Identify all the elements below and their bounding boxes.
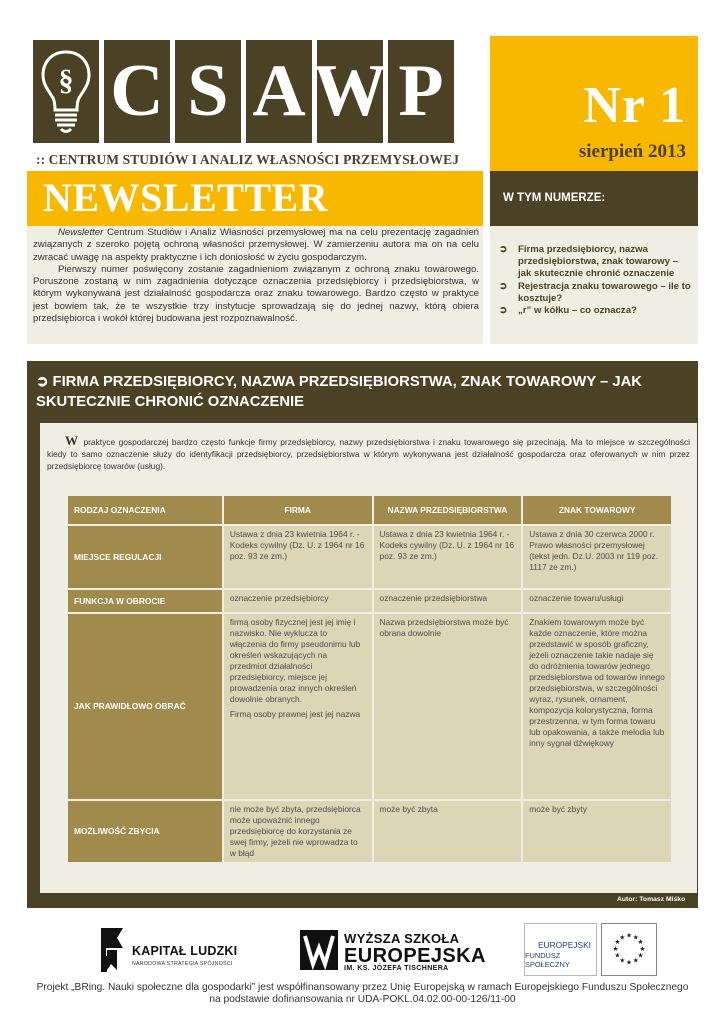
svg-text:★: ★ — [632, 956, 639, 965]
wse-name-line2: EUROPEJSKA — [344, 945, 486, 967]
article-title — [36, 372, 686, 412]
toc-item[interactable] — [499, 281, 691, 305]
comparison-table — [66, 494, 673, 864]
row-label: MOŻLIWOŚĆ ZBYCIA — [68, 801, 222, 862]
table-cell: może być zbyty — [523, 801, 671, 862]
arrow-icon: ➲ — [499, 305, 508, 317]
svg-text:★: ★ — [614, 951, 621, 960]
organization-subtitle: :: CENTRUM STUDIÓW I ANALIZ WŁASNOŚCI PRZEMYSŁOWEJ — [36, 152, 460, 167]
intro-paragraph: Pierwszy numer poświęcony zostanie zagadnieniom związanym z ochroną znaku towarowego. Poruszone zostaną w nim zagadnienia dotyczące oznaczenia przedsiębiorcy i przedsiębiorstwa, w którym wykonywana jest działalność gospodarcza oraz znaku towarowego. Bardzo często w praktyce jest bowiem tak, że te wszystkie trzy instytucje sprowadzają się do jednej nazwy, którą obiera przedsiębiorca i wokół której budowana jest rozpoznawalność. — [33, 263, 479, 325]
table-row — [68, 801, 671, 862]
issue-box — [490, 36, 698, 171]
table-cell: Nazwa przedsiębiorstwa może być obrana dowolnie — [374, 614, 522, 799]
footer-line: Projekt „BRing. Nauki społeczne dla gospodarki” jest współfinansowany przez Unię Europejską w ramach Europejskiego Funduszu Społecznego — [36, 982, 689, 993]
footer-line: na podstawie dofinansowania nr UDA-POKL.04.02.00-00-126/11-00 — [209, 994, 516, 1005]
table-header-cell: FIRMA — [224, 496, 372, 524]
table-header-row — [68, 496, 671, 524]
table-row — [68, 526, 671, 588]
toc-list — [499, 244, 691, 317]
table-cell: oznaczenie przedsiębiorstwa — [374, 590, 522, 612]
table-cell — [224, 614, 372, 799]
intro-text — [33, 227, 479, 325]
table-header-cell: NAZWA PRZEDSIĘBIORSTWA — [374, 496, 522, 524]
toc-heading: W TYM NUMERZE: — [503, 192, 606, 204]
efs-logo — [524, 923, 597, 976]
table-header-cell: ZNAK TOWAROWY — [523, 496, 671, 524]
svg-text:★: ★ — [639, 944, 646, 953]
wse-name-line1: WYŻSZA SZKOŁA — [344, 931, 460, 946]
arrow-icon: ➲ — [36, 374, 49, 390]
table-cell: Ustawa z dnia 23 kwietnia 1964 r. - Kodeks cywilny (Dz. U. z 1964 nr 16 poz. 93 ze zm.) — [224, 526, 372, 588]
logo-bulb-tile — [33, 40, 99, 143]
toc-item[interactable] — [499, 244, 691, 281]
table-cell: oznaczenie przedsiębiorcy — [224, 590, 372, 612]
wse-logo-mark-icon — [300, 930, 338, 970]
cell-paragraph: Firmą osoby prawnej jest jej nazwa — [229, 709, 361, 719]
drop-cap: W — [65, 433, 78, 448]
svg-text:★: ★ — [612, 944, 619, 953]
kapital-ludzki-logo-icon — [97, 926, 127, 974]
table-cell: może być zbyta — [374, 801, 522, 862]
table-header-cell: RODZAJ OZNACZENIA — [68, 496, 222, 524]
article-author: Autor: Tomasz Miśko — [617, 896, 686, 903]
row-label: MIEJSCE REGULACJI — [68, 526, 222, 588]
svg-text:★: ★ — [625, 958, 633, 967]
article-lead-text: praktyce gospodarczej bardzo często funkcje firmy przedsiębiorcy, nazwy przedsiębiorstwa i znaku towarowego się przecinają. Ma to miejsce w szczególności kiedy to samo oznaczenie służy do identyfikacji przedsiębiorcy, przedsiębiorstwa w którym wykonywana jest działalność gospodarcza oraz oferowanych w nim przez przedsiębiorcę towarów (usług). — [47, 437, 690, 472]
eu-flag-icon — [601, 923, 657, 976]
logo-letter: W — [313, 50, 387, 132]
table-cell: oznaczenie towaru/usługi — [523, 590, 671, 612]
article-header — [27, 361, 698, 423]
svg-text:§: § — [58, 64, 74, 97]
efs-line1: EUROPEJSKI — [537, 940, 591, 950]
toc-header — [490, 171, 698, 226]
newsletter-banner — [27, 171, 483, 226]
toc-box — [490, 226, 698, 344]
kapital-ludzki-name: KAPITAŁ LUDZKI — [132, 944, 238, 958]
svg-text:★: ★ — [637, 951, 644, 960]
svg-text:★: ★ — [619, 956, 626, 965]
intro-paragraph — [33, 227, 479, 264]
intro-paragraph-text: Centrum Studiów i Analiz Własności przemysłowej ma na celu prezentację zagadnień związanych z szeroko pojętą ochroną własności przemysłowej. W zamierzeniu autora ma on na celu zwracać uwagę na aspekty praktyczne i ich doniosłość w życiu gospodarczym. — [33, 227, 479, 263]
logo-letter: S — [187, 50, 229, 132]
newsletter-title: NEWSLETTER — [43, 175, 329, 220]
table-row — [68, 590, 671, 612]
logo-letter: P — [398, 50, 444, 132]
intro-box — [27, 226, 483, 344]
toc-item-label: Rejestracja znaku towarowego – ile to kosztuje? — [518, 280, 691, 304]
intro-lead-word: Newsletter — [58, 227, 104, 238]
issue-number: Nr 1 — [583, 77, 686, 134]
arrow-icon: ➲ — [499, 280, 508, 292]
issue-date: sierpień 2013 — [578, 141, 686, 162]
toc-item-label: „r” w kółku – co oznacza? — [518, 305, 637, 317]
efs-line2: FUNDUSZ SPOŁECZNY — [525, 951, 570, 969]
row-label: JAK PRAWIDŁOWO OBRAĆ — [68, 614, 222, 799]
wse-name-line3: IM. KS. JÓZEFA TISCHNERA — [344, 965, 449, 972]
article-title-text: FIRMA PRZEDSIĘBIORCY, NAZWA PRZEDSIĘBIORSTWA, ZNAK TOWAROWY – JAK SKUTECZNIE CHRONIĆ OZNACZENIE — [36, 374, 642, 410]
table-row — [68, 614, 671, 799]
lightbulb-paragraph-icon — [33, 40, 99, 143]
kapital-ludzki-subtitle: NARODOWA STRATEGIA SPÓJNOŚCI — [132, 961, 233, 967]
logo-letter: A — [252, 50, 306, 132]
svg-text:★: ★ — [619, 933, 626, 942]
table-cell: Ustawa z dnia 23 kwietnia 1964 r. - Kodeks cywilny (Dz. U. z 1964 nr 16 poz. 93 ze zm.) — [374, 526, 522, 588]
table-cell: Ustawa z dnia 30 czerwca 2000 r. Prawo własności przemysłowej (tekst jedn. Dz.U. 2003 nr 119 poz. 1117 ze zm.) — [523, 526, 671, 588]
svg-text:★: ★ — [637, 938, 644, 947]
toc-item-label: Firma przedsiębiorcy, nazwa przedsiębiorstwa, znak towarowy – jak skutecznie chronić oznaczenie — [518, 244, 678, 280]
table-cell: nie może być zbyta, przedsiębiorca może upoważnić innego przedsiębiorcę do korzystania ze swej firmy, jeżeli nie wprowadza to w błąd — [224, 801, 372, 862]
logo-letter: C — [110, 50, 164, 132]
footer-funding-note — [0, 982, 725, 1006]
svg-text:★: ★ — [625, 931, 633, 940]
svg-text:★: ★ — [614, 938, 621, 947]
cell-paragraph: firmą osoby fizycznej jest jej imię i nazwisko. Nie wyklucza to włączenia do firmy pseudonimu lub określeń wskazujących na przedmiot działalności przedsiębiorcy, miejsce jej prowadzenia oraz innych określeń dowolnie obranych. — [229, 617, 361, 704]
toc-item[interactable] — [499, 305, 691, 317]
article-lead-paragraph — [47, 435, 690, 473]
table-cell: Znakiem towarowym może być każde oznaczenie, które można przedstawić w sposób graficzny, jeżeli oznaczenie takie nadaje się do odróżnienia towarów jednego przedsiębiorstwa od towarów innego przedsiębiorstwa, w szczególności wyraz, rysunek, ornament, kompozycja kolorystyczna, forma przestrzenna, w tym forma towaru lub opakowania, a także melodia lub inny sygnał dźwiękowy — [523, 614, 671, 799]
arrow-icon: ➲ — [499, 244, 508, 255]
svg-text:★: ★ — [632, 933, 639, 942]
row-label: FUNKCJA W OBROCIE — [68, 590, 222, 612]
